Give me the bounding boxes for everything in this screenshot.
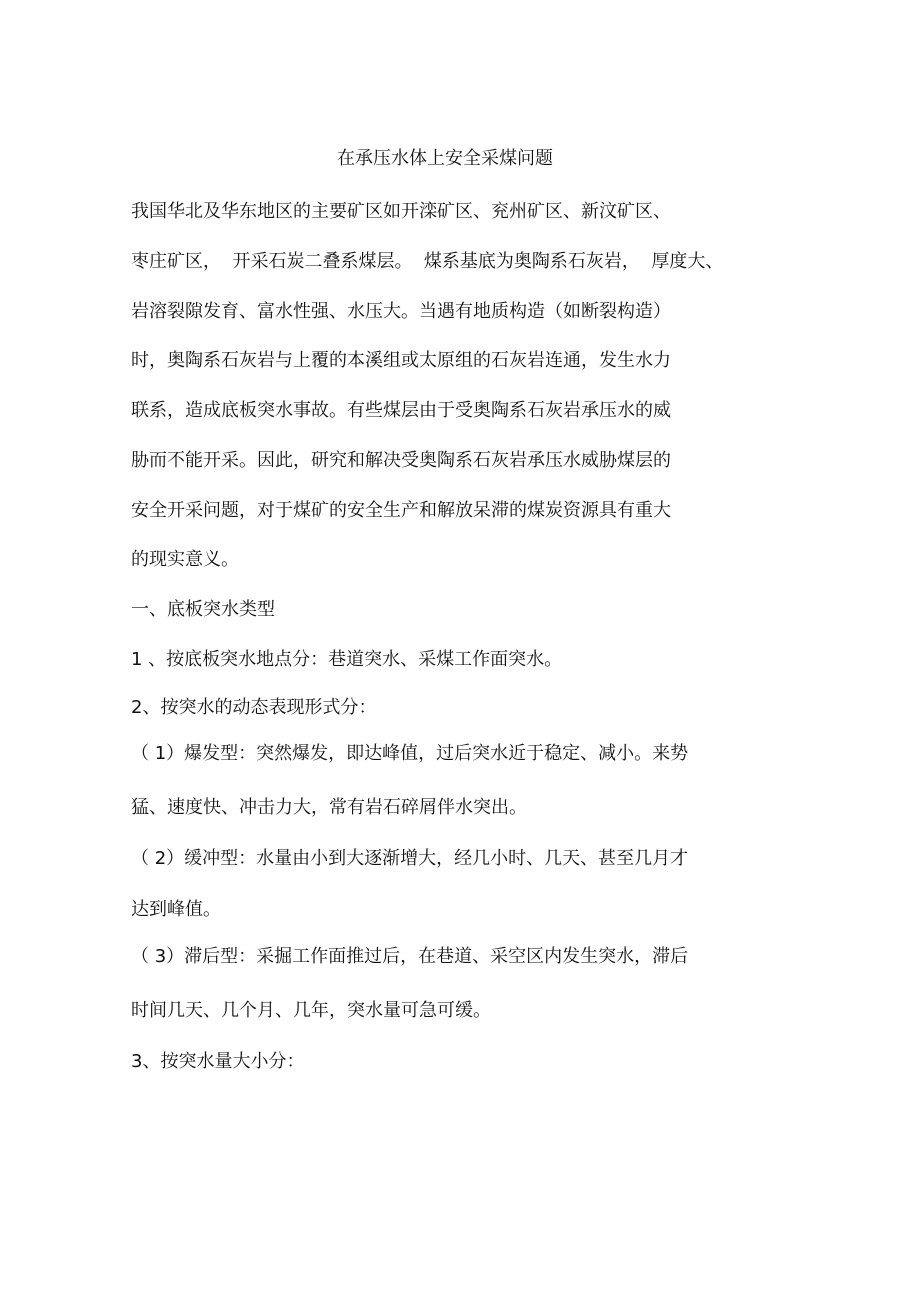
sub-item-3-line-2: 时间几天、几个月、几年，突水量可急可缓。	[131, 1000, 491, 1021]
document-title: 在承压水体上安全采煤问题	[337, 148, 553, 169]
intro-line-8: 的现实意义。	[131, 549, 239, 570]
intro-line-1: 我国华北及华东地区的主要矿区如开滦矿区、兖州矿区、新汶矿区、	[131, 201, 671, 222]
section-heading: 一、底板突水类型	[131, 599, 275, 620]
sub-item-1-line-1: （ 1）爆发型：突然爆发，即达峰值，过后突水近于稳定、减小。来势	[131, 743, 689, 764]
intro-line-7: 安全开采问题，对于煤矿的安全生产和解放呆滞的煤炭资源具有重大	[131, 500, 671, 521]
intro-line-3: 岩溶裂隙发育、富水性强、水压大。当遇有地质构造（如断裂构造）	[131, 301, 671, 322]
intro-line-4: 时，奥陶系石灰岩与上覆的本溪组或太原组的石灰岩连通，发生水力	[131, 350, 671, 371]
list-item-2: 2、按突水的动态表现形式分：	[131, 697, 377, 718]
intro-line-5: 联系，造成底板突水事故。有些煤层由于受奥陶系石灰岩承压水的威	[131, 400, 671, 421]
intro-line-6: 胁而不能开采。因此，研究和解决受奥陶系石灰岩承压水威胁煤层的	[131, 450, 671, 471]
list-item-3: 3、按突水量大小分：	[131, 1051, 305, 1072]
list-item-1: 1 、按底板突水地点分：巷道突水、采煤工作面突水。	[131, 649, 563, 670]
sub-item-3-line-1: （ 3）滞后型：采掘工作面推过后，在巷道、采空区内发生突水，滞后	[131, 946, 689, 967]
intro-line-2: 枣庄矿区， 开采石炭二叠系煤层。 煤系基底为奥陶系石灰岩， 厚度大、	[131, 251, 724, 272]
sub-item-2-line-2: 达到峰值。	[131, 899, 221, 920]
sub-item-2-line-1: （ 2）缓冲型：水量由小到大逐渐增大，经几小时、几天、甚至几月才	[131, 848, 689, 869]
sub-item-1-line-2: 猛、速度快、冲击力大，常有岩石碎屑伴水突出。	[131, 797, 527, 818]
